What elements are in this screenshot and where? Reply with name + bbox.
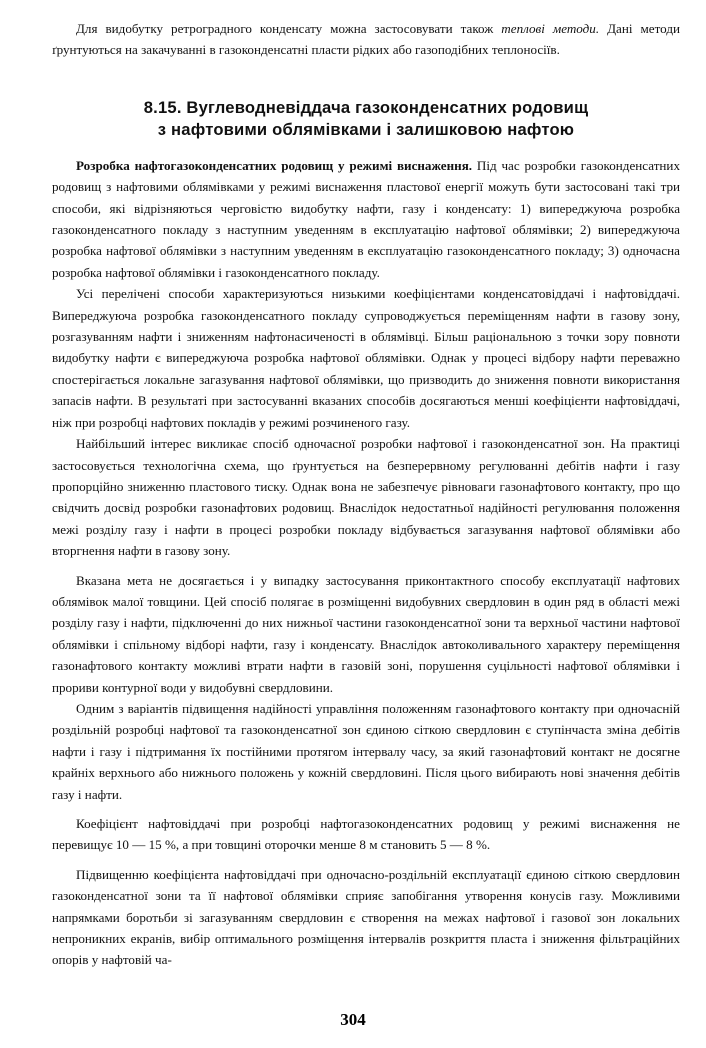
- paragraph-3: Найбільший інтерес викликає спосіб одночасної розробки нафтової і газоконденсатної зон. На практиці застосовується технологічна схема, що ґрунтується на безперервному регулюванні дебітів нафти і газу пропорційно зниженню пластового тиску. Однак вона не забезпечує рівноваги газонафтового контакту, про що свідчить досвід розробки газонафтових родовищ. Внаслідок недостатньої надійності регулювання положення межі розділу газу і нафти в процесі розробки покладу відбувається загазування нафтової облямівки або вторгнення нафти в газову зону.: [52, 436, 680, 559]
- paragraph-gap: [52, 805, 680, 813]
- paragraph-6: Коефіцієнт нафтовіддачі при розробці нафтогазоконденсатних родовищ у режимі виснаження не перевищує 10 — 15 %, а при товщині оторочки менше 8 м становить 5 — 8 %.: [52, 816, 680, 853]
- paragraph-1-lead: Розробка нафтогазоконденсатних родовищ у режимі виснаження.: [76, 157, 473, 173]
- paragraph-1-text: Під час розробки газоконденсатних родовищ з нафтовими облямівками у режимі виснаження пластової енергії можуть бути застосовані такі три способи, які відрізняються черговістю видобутку нафти, газу і конденсату: 1) випереджуюча розробка газоконденсатного покладу з наступним уведенням в експлуатацію нафтової облямівки; 2) випереджуюча розробка нафтової облямівки з наступним уведенням в експлуатацію газоконденсатного покладу; 3) одночасна розробка нафтової облямівки і газоконденсатного покладу.: [52, 157, 680, 280]
- paragraph-2: Усі перелічені способи характеризуються низькими коефіцієнтами конденсатовіддачі і нафтовіддачі. Випереджуюча розробка газоконденсатного покладу супроводжується переміщенням нафти в газову зону, розгазуванням нафти і зниженням нафтонасиченості в облямівці. Більш раціональною з точки зору повноти видобутку нафти є випереджуюча розробка нафтової облямівки. Однак у процесі відбору нафти переважно спостерігається локальне загазування нафтової облямівки, що призводить до зниження повноти використання запасів нафти. В результаті при застосуванні вказаних способів досягаються менші коефіцієнти нафтовіддачі, ніж при розробці нафтових покладів у режимі розчиненого газу.: [52, 286, 680, 430]
- paragraph-gap: [52, 856, 680, 864]
- paragraph-4: Вказана мета не досягається і у випадку застосування приконтактного способу експлуатації нафтових облямівок малої товщини. Цей спосіб полягає в розміщенні видобувних свердловин в один ряд в області межі розділу газу і нафти, підключенні до них нижньої частини газоконденсатної зони та верхньої частини нафтової облямівки і спільному відборі нафти, газу і конденсату. Внаслідок автоколивального характеру переміщення газонафтового контакту можливі втрати нафти в газовій зоні, порушення суцільності нафтової облямівки і прориви контурної води у видобувні свердловини.: [52, 572, 680, 695]
- intro-emphasis: теплові методи.: [501, 21, 600, 36]
- page-number: 304: [340, 1010, 366, 1029]
- intro-text-continued: Дані методи ґрунтуються на закачуванні в газоконденсатні пласти рідких або газоподібних теплоносіїв.: [52, 21, 680, 58]
- paragraph-gap: [52, 562, 680, 570]
- paragraph-1: [52, 155, 680, 283]
- paragraph-5: Одним з варіантів підвищення надійності управління положенням газонафтового контакту при одночасній роздільній розробці нафтової та газоконденсатної зон єдиною сіткою свердловин є ступінчаста зміна дебітів нафти і газу і підтримання їх постійними протягом інтервалу часу, за який газонафтовий контакт не досягне крайніх верхнього або нижнього положень у кожній свердловині. Після цього вибирають нові значення дебітів газу і нафти.: [52, 700, 680, 802]
- section-title-line-1: 8.15. Вуглеводневіддача газоконденсатних родовищ: [143, 97, 589, 117]
- section-title-line-2: з нафтовими облямівками і залишковою нафтою: [157, 119, 575, 139]
- intro-paragraph: [52, 18, 680, 61]
- intro-text: Для видобутку ретроградного конденсату можна застосовувати також: [76, 21, 502, 36]
- section-heading: [52, 97, 680, 141]
- paragraph-7: Підвищенню коефіцієнта нафтовіддачі при одночасно-роздільній експлуатації єдиною сіткою свердловин газоконденсатної зони та її нафтової облямівки сприяє запобігання утворення конусів газу. Можливими напрямками боротьби зі загазуванням свердловин є створення на межах нафтової і газової зон локальних непроникних екранів, вибір оптимального розміщення інтервалів розкриття пласта і зниження фільтраційних опорів у нафтовій ча-: [52, 866, 680, 968]
